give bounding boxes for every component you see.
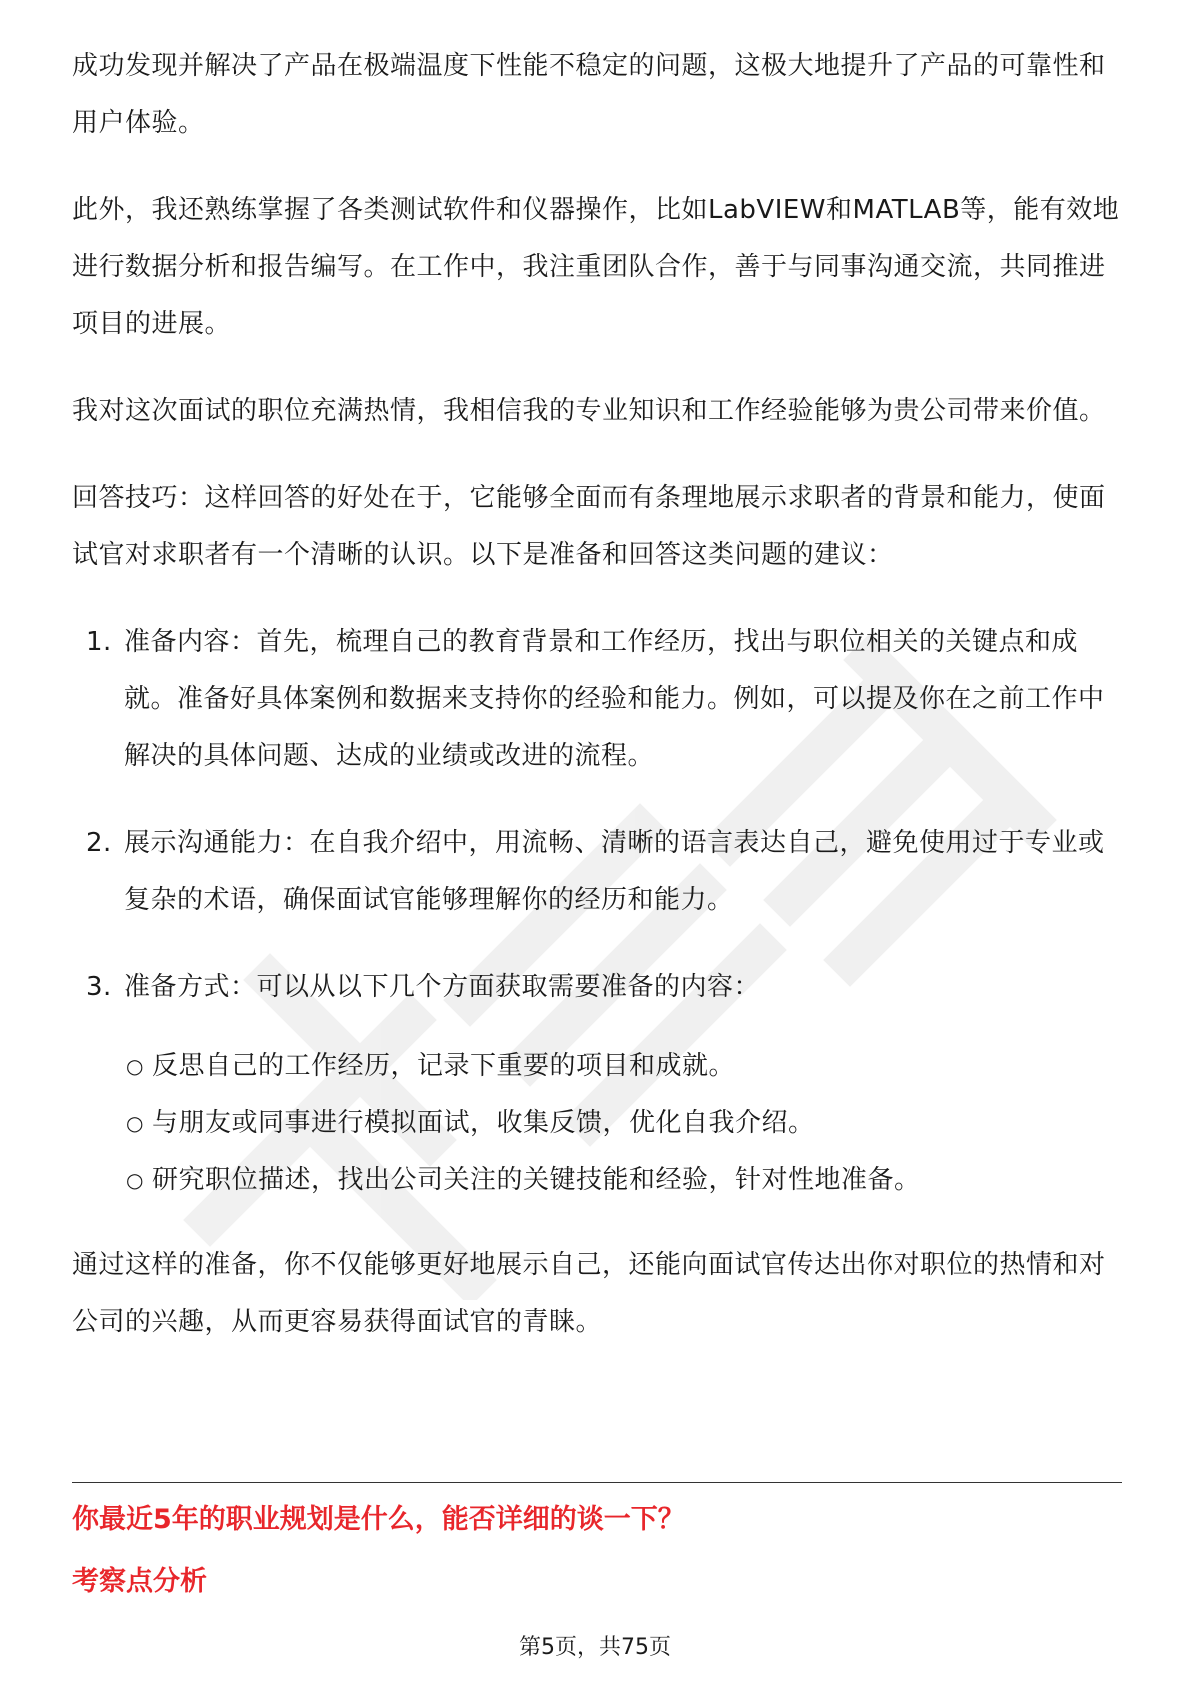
bullet-text: 反思自己的工作经历，记录下重要的项目和成就。 bbox=[152, 1051, 736, 1081]
closing-paragraph: 通过这样的准备，你不仅能够更好地展示自己，还能向面试官传达出你对职位的热情和对公司的兴趣，从而更容易获得面试官的青睐。 bbox=[72, 1250, 1106, 1337]
list-item-text: 准备内容：首先，梳理自己的教育背景和工作经历，找出与职位相关的关键点和成就。准备好具体案例和数据来支持你的经验和能力。例如，可以提及你在之前工作中解决的具体问题、达成的业绩或改进的流程。 bbox=[124, 627, 1105, 771]
bullet-text: 研究职位描述，找出公司关注的关键技能和经验，针对性地准备。 bbox=[152, 1165, 921, 1195]
next-question-title: 你最近5年的职业规划是什么，能否详细的谈一下？ bbox=[72, 1504, 685, 1535]
list-number: 3. bbox=[86, 972, 112, 1002]
tips-ordered-list bbox=[72, 614, 1122, 1016]
bullet-icon: ○ bbox=[126, 1054, 144, 1078]
list-item bbox=[72, 815, 1122, 929]
bullet-item bbox=[124, 1152, 1122, 1209]
analysis-heading: 考察点分析 bbox=[72, 1566, 207, 1597]
page-number-footer: 第5页，共75页 bbox=[519, 1635, 671, 1660]
section-divider bbox=[72, 1482, 1122, 1483]
paragraph: 成功发现并解决了产品在极端温度下性能不稳定的问题，这极大地提升了产品的可靠性和用户体验。 bbox=[72, 51, 1106, 138]
list-item bbox=[72, 959, 1122, 1016]
bullet-item bbox=[124, 1038, 1122, 1095]
preparation-bullet-list bbox=[72, 1038, 1122, 1209]
list-item bbox=[72, 614, 1122, 785]
list-number: 1. bbox=[86, 627, 112, 657]
document-body bbox=[72, 38, 1122, 1381]
paragraph: 我对这次面试的职位充满热情，我相信我的专业知识和工作经验能够为贵公司带来价值。 bbox=[72, 396, 1106, 426]
list-item-text: 展示沟通能力：在自我介绍中，用流畅、清晰的语言表达自己，避免使用过于专业或复杂的术语，确保面试官能够理解你的经历和能力。 bbox=[124, 828, 1105, 915]
list-item-text: 准备方式：可以从以下几个方面获取需要准备的内容： bbox=[124, 972, 761, 1002]
bullet-icon: ○ bbox=[126, 1111, 144, 1135]
bullet-icon: ○ bbox=[126, 1168, 144, 1192]
bullet-item bbox=[124, 1095, 1122, 1152]
answer-tips-paragraph: 回答技巧：这样回答的好处在于，它能够全面而有条理地展示求职者的背景和能力，使面试官对求职者有一个清晰的认识。以下是准备和回答这类问题的建议： bbox=[72, 483, 1106, 570]
list-number: 2. bbox=[86, 828, 112, 858]
paragraph: 此外，我还熟练掌握了各类测试软件和仪器操作，比如LabVIEW和MATLAB等，能有效地进行数据分析和报告编写。在工作中，我注重团队合作，善于与同事沟通交流，共同推进项目的进展。 bbox=[72, 195, 1120, 339]
bullet-text: 与朋友或同事进行模拟面试，收集反馈，优化自我介绍。 bbox=[152, 1108, 815, 1138]
